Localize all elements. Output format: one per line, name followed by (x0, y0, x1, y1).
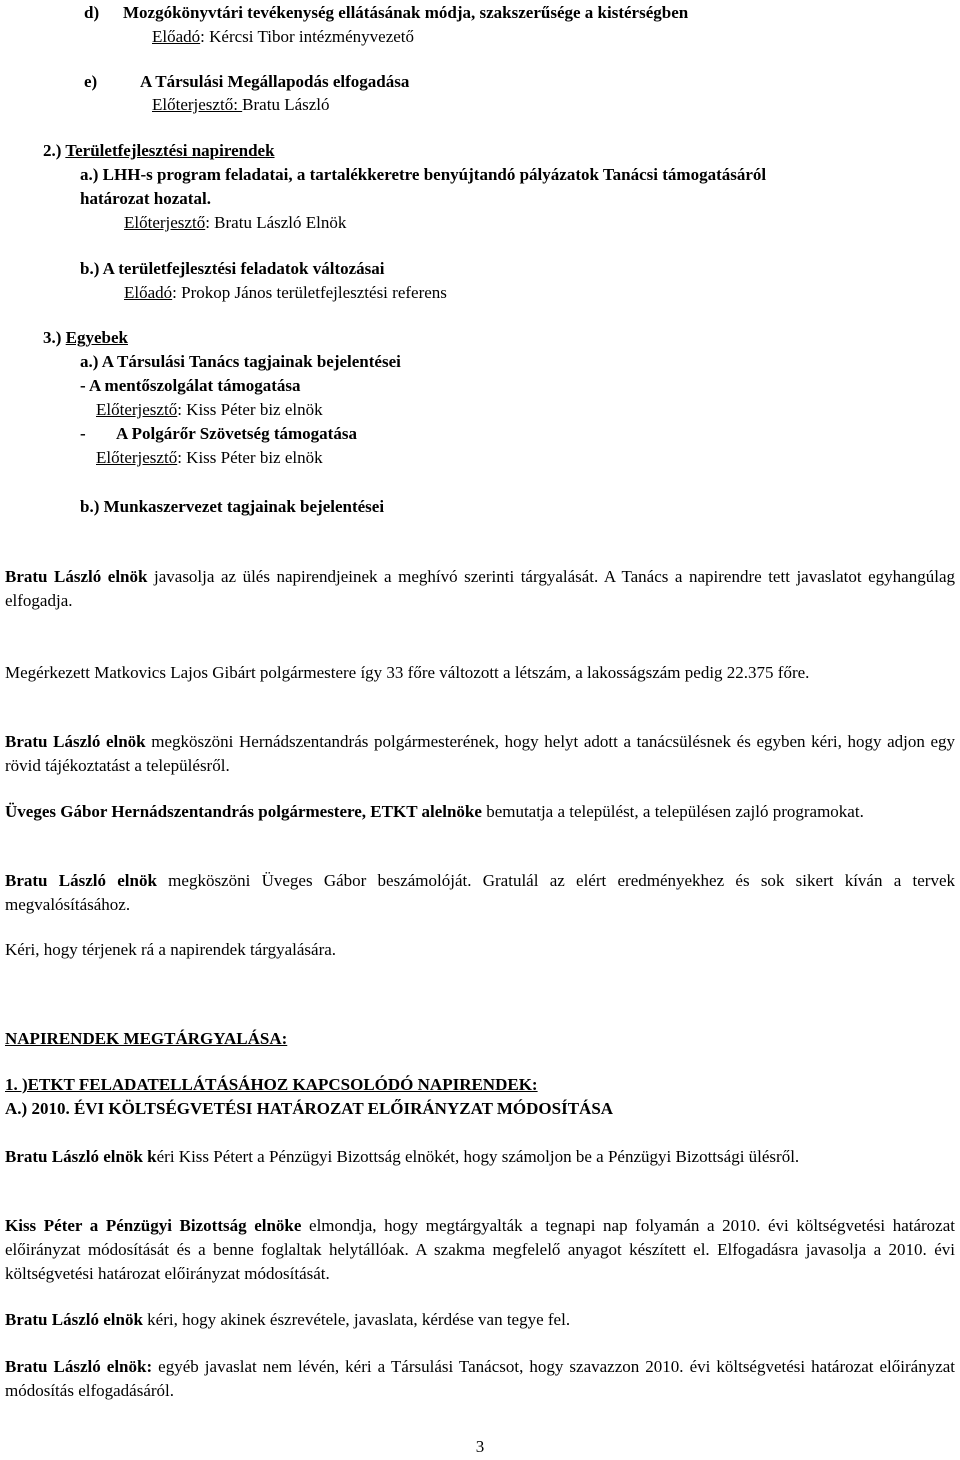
presenter-label: Előterjesztő (124, 213, 206, 232)
section-2b-presenter (124, 282, 447, 304)
presenter-label: Előadó (124, 283, 173, 302)
section-3b-title: b.) Munkaszervezet tagjainak bejelentései (80, 497, 385, 516)
speaker: Bratu László elnök: (5, 1357, 153, 1376)
agenda-e-title: A Társulási Megállapodás elfogadása (140, 72, 410, 91)
paragraph-text: megköszöni Hernádszentandrás polgármesterének, hogy helyt adott a tanácsülésnek és egyben kéri, hogy adjon egy rövid tájékoztatást a településről. (5, 732, 955, 775)
section-2a-title-line2: határozat hozatal. (80, 189, 211, 208)
paragraph-7 (5, 1145, 955, 1169)
paragraph-4 (5, 800, 955, 824)
presenter-name: : Kiss Péter biz elnök (177, 448, 323, 467)
section-number: 2.) (43, 141, 66, 160)
section-3a-item-1-presenter (96, 399, 323, 421)
agenda-d-title: Mozgókönyvtári tevékenység ellátásának módja, szakszerűsége a kistérségben (123, 3, 689, 22)
napirendek-subheading-1: 1. )ETKT FELADATELLÁTÁSÁHOZ KAPCSOLÓDÓ NAPIRENDEK: (5, 1075, 538, 1094)
agenda-e-presenter (152, 94, 330, 116)
speaker: Üveges Gábor Hernádszentandrás polgármestere, ETKT alelnöke (5, 802, 482, 821)
paragraph-text: éri Kiss Pétert a Pénzügyi Bizottság elnökét, hogy számoljon be a Pénzügyi Bizottsági ülésről. (156, 1147, 800, 1166)
presenter-name: : Kiss Péter biz elnök (177, 400, 323, 419)
section-number: 3.) (43, 328, 66, 347)
speaker: Kiss Péter a Pénzügyi Bizottság elnöke (5, 1216, 302, 1235)
section-2b-title: b.) A területfejlesztési feladatok változásai (80, 259, 385, 278)
presenter-label: Előterjesztő: (152, 95, 243, 114)
section-title: Egyebek (65, 328, 129, 347)
speaker: Bratu László elnök (5, 871, 157, 890)
napirendek-subheading-2: A.) 2010. ÉVI KÖLTSÉGVETÉSI HATÁROZAT ELŐIRÁNYZAT MÓDOSÍTÁSA (5, 1099, 614, 1118)
paragraph-2: Megérkezett Matkovics Lajos Gibárt polgármestere így 33 főre változott a létszám, a lakosságszám pedig 22.375 főre. (5, 663, 810, 682)
page-number: 3 (475, 1437, 485, 1456)
presenter-name: Bratu László (242, 95, 330, 114)
agenda-d-marker: d) (84, 3, 100, 22)
speaker: Bratu László elnök (5, 1310, 143, 1329)
paragraph-5 (5, 869, 955, 917)
presenter-label: Előterjesztő (96, 448, 178, 467)
paragraph-10 (5, 1355, 955, 1403)
presenter-name: : Prokop János területfejlesztési referens (172, 283, 447, 302)
paragraph-3 (5, 730, 955, 778)
paragraph-1 (5, 565, 955, 613)
paragraph-text: javasolja az ülés napirendjeinek a meghívó szerinti tárgyalását. A Tanács a napirendre tett javaslatot egyhangúlag elfogadja. (5, 567, 955, 610)
section-3a-item-2-presenter (96, 447, 323, 469)
presenter-name: : Bratu László Elnök (205, 213, 347, 232)
speaker: Bratu László elnök (5, 732, 146, 751)
section-2a-presenter (124, 212, 346, 234)
section-3-heading (43, 327, 128, 349)
agenda-e-marker: e) (84, 72, 98, 91)
paragraph-text: elmondja, hogy megtárgyalták a tegnapi nap folyamán a 2010. évi költségvetési határozat előirányzat módosítását és a benne foglaltak helytállóak. A szakma megfelelő anyagot készített el. Elfogadásra javasolja a 2010. évi költségvetési határozat előirányzat módosítását. (5, 1216, 955, 1283)
napirendek-heading: NAPIRENDEK MEGTÁRGYALÁSA: (5, 1029, 288, 1048)
paragraph-text: egyéb javaslat nem lévén, kéri a Társulási Tanácsot, hogy szavazzon 2010. évi költségvetési határozat előirányzat módosítás elfogadásáról. (5, 1357, 956, 1400)
presenter-label: Előterjesztő (96, 400, 178, 419)
paragraph-6: Kéri, hogy térjenek rá a napirendek tárgyalására. (5, 940, 337, 959)
presenter-name: : Kércsi Tibor intézményvezető (200, 27, 415, 46)
section-3a-item-1: - A mentőszolgálat támogatása (80, 376, 301, 395)
section-3a-item-2: A Polgárőr Szövetség támogatása (116, 424, 357, 443)
section-3a-title: a.) A Társulási Tanács tagjainak bejelentései (80, 352, 401, 371)
agenda-d-presenter (152, 26, 414, 48)
section-title: Területfejlesztési napirendek (65, 141, 275, 160)
paragraph-9 (5, 1308, 955, 1332)
section-2a-title-line1: a.) LHH-s program feladatai, a tartalékkeretre benyújtandó pályázatok Tanácsi támogatásáról (80, 165, 767, 184)
paragraph-text: megköszöni Üveges Gábor beszámolóját. Gratulál az elért eredményekhez és sok sikert kíván a tervek megvalósításához. (5, 871, 956, 914)
paragraph-8 (5, 1214, 955, 1286)
speaker: Bratu László elnök k (5, 1147, 157, 1166)
paragraph-text: bemutatja a települést, a településen zajló programokat. (481, 802, 864, 821)
section-2-heading (43, 140, 275, 162)
speaker: Bratu László elnök (5, 567, 148, 586)
section-3a-item-2-dash: - (80, 424, 86, 443)
paragraph-text: kéri, hogy akinek észrevétele, javaslata, kérdése van tegye fel. (142, 1310, 571, 1329)
presenter-label: Előadó (152, 27, 201, 46)
